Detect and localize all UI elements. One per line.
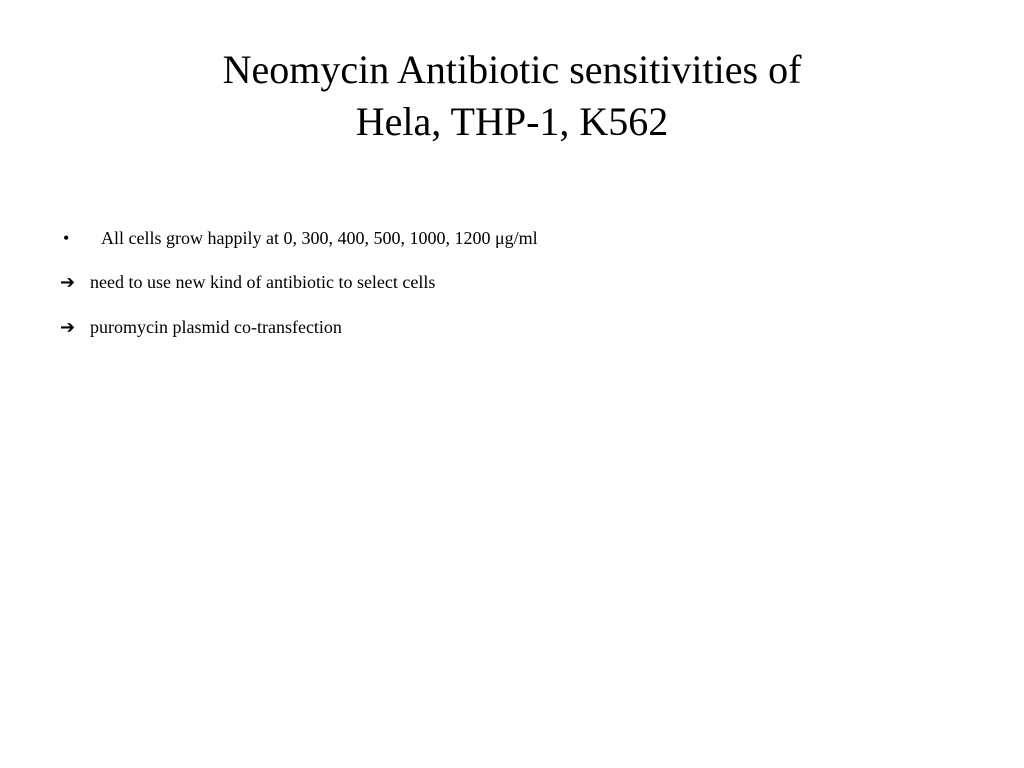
slide-title (0, 44, 1024, 148)
bullet-item-text: All cells grow happily at 0, 300, 400, 500, 1000, 1200 μg/ml (101, 228, 538, 248)
arrow-item (60, 315, 980, 340)
slide-title-line-1: Neomycin Antibiotic sensitivities of (222, 47, 802, 92)
arrow-item (60, 270, 980, 295)
bullet-item (60, 226, 980, 250)
right-arrow-icon: ➔ (60, 272, 76, 293)
arrow-item-text: need to use new kind of antibiotic to select cells (90, 272, 436, 292)
right-arrow-icon: ➔ (60, 317, 76, 338)
arrow-item-text: puromycin plasmid co-transfection (90, 317, 342, 337)
bullet-icon: • (63, 228, 70, 248)
slide-title-line-2: Hela, THP-1, K562 (355, 99, 669, 144)
slide-body (60, 226, 980, 360)
